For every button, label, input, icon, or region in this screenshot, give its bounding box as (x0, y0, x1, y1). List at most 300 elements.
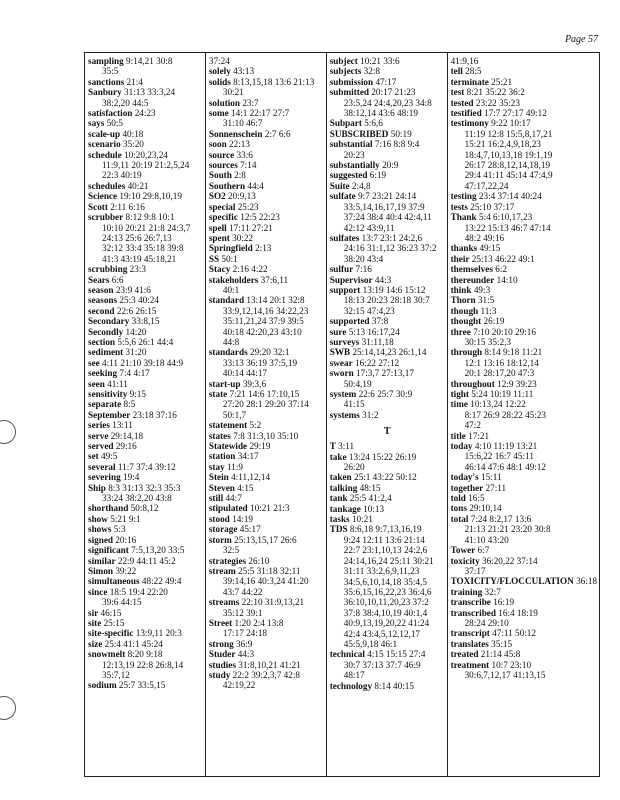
index-entry-continuation (451, 368, 597, 378)
index-entry-line (330, 87, 445, 97)
page-line-references: 31:13 33:3,24 (124, 87, 176, 98)
index-term: site-specific (88, 628, 134, 639)
page-line-references: 40:18 42:20,23 43:10 (222, 326, 302, 337)
index-term: show (88, 513, 108, 524)
index-term: treated (450, 649, 479, 660)
index-term: Supervisor (329, 274, 373, 285)
page-line-references: 28:24 29:10 (464, 617, 509, 628)
index-entry-continuation (451, 524, 597, 534)
index-column-4 (447, 53, 599, 776)
index-term: sampling (88, 56, 124, 66)
page-line-references: 16:5 (468, 493, 485, 504)
index-entry-line (330, 524, 445, 534)
page-line-references: 17:11 27:21 (229, 222, 273, 233)
page-line-references: 43:7 44:22 (222, 586, 263, 597)
index-term: together (450, 482, 484, 493)
page-line-references: 42:19,22 (222, 680, 256, 691)
page-line-references: 10:10 20:21 21:8 24:3,7 (102, 222, 191, 233)
index-term: separate (88, 399, 122, 410)
index-entry (330, 233, 445, 264)
index-entry-continuation (209, 399, 324, 409)
index-entry-continuation (209, 545, 324, 555)
page-line-references: 22:6 25:7 30:9 (358, 389, 413, 399)
page-line-references: 3:11 (338, 441, 355, 452)
index-entry-line (209, 202, 324, 212)
index-entry-line (330, 66, 445, 76)
index-entry-line (88, 56, 203, 66)
index-term: total (450, 513, 469, 524)
index-term: site (88, 617, 102, 628)
index-entry-line (209, 524, 324, 534)
page-line-references: 12:5 22:23 (240, 212, 280, 223)
page-line-references: 19:10 29:8,10,19 (119, 191, 182, 202)
index-entry (88, 451, 203, 461)
index-entry-continuation (209, 680, 324, 690)
index-entry-line (209, 420, 324, 430)
page-line-references: 4:11 21:10 39:18 44:9 (102, 357, 184, 368)
index-entry (88, 129, 203, 139)
index-entry (88, 212, 203, 264)
index-entry-continuation (330, 399, 445, 409)
index-entry-line (330, 275, 445, 285)
index-entry-line (451, 399, 597, 409)
index-entry (330, 87, 445, 118)
page-line-references: 13:19 14:6 15:12 (362, 284, 426, 295)
page-line-references: 10:7 23:10 (491, 659, 532, 670)
index-entry-line (451, 254, 597, 264)
index-entry-continuation (330, 618, 445, 628)
index-entry-line (451, 483, 597, 493)
index-entry-line (209, 649, 324, 659)
index-entry (209, 514, 324, 524)
page-line-references: 37:8 38:4,10,19 40:1,4 (343, 607, 428, 618)
page-line-references: 5:21 9:1 (110, 513, 141, 524)
index-entry-line (88, 639, 203, 649)
page-line-references: 25:23 (237, 201, 259, 212)
index-entry (88, 118, 203, 128)
index-entry-line (209, 493, 324, 503)
index-term: stipulated (208, 503, 248, 514)
index-entry (88, 649, 203, 680)
index-entry-line (451, 379, 597, 389)
index-entry-line (209, 212, 324, 222)
page-line-references: 40:14 44:17 (222, 368, 268, 379)
index-entry-line (451, 545, 597, 555)
index-term: testing (450, 191, 477, 202)
index-entry-continuation (330, 306, 445, 316)
index-entry (88, 420, 203, 430)
page-line-references: 32:12 33:4 35:18 39:8 (102, 243, 184, 254)
index-entry (330, 66, 445, 76)
index-entry (451, 98, 597, 108)
index-entry-continuation (330, 462, 445, 472)
index-term: Scott (88, 201, 108, 212)
index-entry-line (88, 399, 203, 409)
page-line-references: 10:13,24 12:22 (470, 399, 526, 410)
page-line-references: 36:20,22 37:14 (481, 555, 538, 566)
index-entry-line (330, 389, 445, 399)
index-entry-line (209, 462, 324, 472)
index-entry-continuation (451, 223, 597, 233)
index-term: testified (450, 108, 482, 119)
page-line-references: 33:5,14,16,17,19 37:9 (343, 201, 425, 212)
index-term: support (329, 284, 361, 295)
page-line-references: 23:9 41:6 (115, 284, 151, 295)
index-entry (330, 337, 445, 347)
page-line-references: 35:12 39:1 (222, 607, 263, 618)
page-line-references: 36:18 (576, 576, 598, 587)
page-line-references: 40:18 (122, 128, 144, 139)
index-entry (88, 337, 203, 347)
index-entry (451, 202, 597, 212)
page-line-references: 14:1 22:17 27:7 (231, 108, 290, 119)
index-term: station (208, 451, 236, 462)
index-term: Stacy (208, 264, 231, 275)
page-line-references: 38:20 43:4 (343, 253, 384, 264)
page-line-references: 10:13 (363, 503, 385, 514)
page-line-references: 44:3 (237, 649, 255, 660)
index-entry (88, 514, 203, 524)
index-entry (209, 493, 324, 503)
index-entry (451, 66, 597, 76)
page-line-references: 29:19 (249, 441, 271, 452)
index-entry-line (451, 587, 597, 597)
index-entry (209, 472, 324, 482)
page-line-references: 43:13 (233, 66, 255, 77)
page-line-references: 47:17,22,24 (464, 180, 509, 191)
index-term: solids (208, 76, 231, 87)
index-entry-line (330, 285, 445, 295)
index-term: SO2 (208, 191, 226, 202)
index-entry (451, 347, 597, 378)
page-line-references: 9:15 (129, 389, 146, 399)
page-line-references: 33:6 (236, 149, 253, 160)
index-entry-line (88, 150, 203, 160)
index-entry (209, 389, 324, 420)
page-line-references: 10:20,23,24 (124, 149, 168, 160)
index-entry-line (88, 649, 203, 659)
page-line-references: 48:22 49:4 (141, 576, 182, 587)
index-entry (330, 514, 445, 524)
page-line-references: 49:3 (473, 284, 491, 295)
page-line-references: 11:3 (480, 305, 497, 316)
index-entry-continuation (451, 670, 597, 680)
index-term: severing (88, 472, 121, 483)
page-line-references: 50:5 (106, 118, 123, 129)
index-term: served (88, 441, 114, 452)
index-term: sensitivity (88, 389, 128, 399)
index-entry (451, 483, 597, 493)
page-line-references: 23:3 (129, 264, 146, 275)
index-entry (451, 556, 597, 577)
page-line-references: 1:20 2:4 13:8 (234, 617, 284, 628)
index-term: testimony (450, 118, 489, 129)
index-entry-line (209, 639, 324, 649)
page-line-references: 24:13 25:6 26:7,13 (102, 232, 172, 243)
index-entry (330, 441, 445, 451)
index-entry-line (451, 118, 597, 128)
index-term: streams (208, 597, 240, 608)
index-entry (451, 545, 597, 555)
page-line-references: 32:5 (222, 545, 240, 556)
index-entry-line (88, 264, 203, 274)
index-term: seasons (88, 295, 118, 306)
index-term: scenario (88, 139, 121, 150)
page-line-references: 10:21 33:6 (360, 56, 400, 66)
index-term: treatment (450, 659, 490, 670)
page-line-references: 6:2 (495, 264, 507, 275)
index-entry-line (88, 337, 203, 347)
index-entry-continuation (209, 316, 324, 326)
index-entry-line (330, 170, 445, 180)
index-entry-line (209, 129, 324, 139)
index-term: specific (208, 212, 238, 223)
index-entry-line (209, 295, 324, 305)
index-entry (330, 389, 445, 410)
page-line-references: 8:13,15,18 13:6 21:13 (233, 76, 315, 87)
index-term: take (329, 451, 347, 462)
index-entry (88, 503, 203, 513)
index-entry-line (330, 337, 445, 347)
index-entry-line (88, 347, 203, 357)
index-term: seen (88, 378, 105, 389)
page-line-references: 42:12 43:9,11 (343, 222, 395, 233)
page-line-references: 20:17 21:23 (371, 87, 416, 98)
index-entry (88, 556, 203, 566)
index-entry (330, 139, 445, 160)
page-line-references: 40:21 (127, 180, 149, 191)
index-entry-line (88, 524, 203, 534)
index-entry (88, 462, 203, 472)
index-entry (330, 160, 445, 170)
index-entry-line (451, 98, 597, 108)
index-entry-line (209, 233, 324, 243)
page-line-references: 17:17 24:18 (222, 628, 268, 639)
index-entry-line (330, 181, 445, 191)
index-term: source (208, 149, 235, 160)
index-entry (330, 347, 445, 357)
index-entry (451, 389, 597, 399)
index-entry-line (330, 368, 445, 378)
page-line-references: 7:21 14:6 17:10,15 (229, 389, 300, 399)
page-line-references: 49:15 (479, 243, 501, 254)
index-entry-line (209, 254, 324, 264)
page-line-references: 25:10 37:17 (470, 201, 515, 212)
index-entry (209, 295, 324, 347)
punch-hole (0, 696, 16, 720)
index-entry-line (88, 389, 203, 399)
index-entry-line (451, 212, 597, 222)
index-term: transcribe (450, 597, 491, 608)
page-line-references: 23:7 (242, 97, 259, 108)
index-entry (209, 483, 324, 493)
index-entry-line (451, 556, 597, 566)
index-term: stream (208, 565, 236, 576)
page-line-references: 24:23 (134, 108, 156, 119)
index-entry-continuation (209, 118, 324, 128)
index-entry (451, 108, 597, 118)
page-line-references: 31:2 (362, 409, 379, 420)
page-line-references: 36:9 (236, 638, 253, 649)
index-term: sediment (88, 347, 124, 358)
index-entry (209, 451, 324, 461)
page-line-references: 20:9 (382, 160, 399, 171)
index-term: set (88, 451, 99, 462)
index-entry-continuation (451, 420, 597, 430)
page-line-references: 40:1 (222, 284, 240, 295)
index-entry (209, 108, 324, 129)
index-entry (451, 608, 597, 629)
index-entry (451, 118, 597, 191)
index-term: some (208, 108, 229, 119)
index-entry-line (209, 223, 324, 233)
index-term: shorthand (88, 503, 129, 514)
index-term: sources (208, 160, 238, 171)
index-entry (209, 431, 324, 441)
page-line-references: 26:10 (248, 555, 270, 566)
index-entry (209, 597, 324, 618)
index-term: time (450, 399, 468, 410)
page-line-references: 50:8,12 (130, 503, 159, 514)
index-entry-line (209, 431, 324, 441)
index-entry-continuation (88, 254, 203, 264)
index-entry-continuation (209, 358, 324, 368)
page-line-references: 31:5 (477, 295, 495, 306)
index-entry-line (209, 670, 324, 680)
page-line-references: 25:1 43:22 50:12 (353, 472, 417, 483)
page-line-references: 34:17 (237, 451, 259, 462)
index-entry-continuation (88, 170, 203, 180)
index-entry-line (88, 368, 203, 378)
page-line-references: 37:17 (464, 565, 486, 576)
page-line-references: 41:11 (107, 378, 128, 389)
index-entry-line (451, 77, 597, 87)
index-entry (451, 587, 597, 597)
index-entry (330, 118, 445, 128)
index-entry-line (330, 472, 445, 482)
index-entry-line (451, 108, 597, 118)
page-line-references: 45:17 (239, 524, 261, 535)
page-line-references: 4:11,12,14 (231, 472, 271, 483)
index-term: throughout (450, 378, 495, 389)
index-entry-line (330, 129, 445, 139)
page-line-references: 25:7 33:5,15 (118, 680, 166, 691)
page-line-references: 8:17 26:9 28:22 45:23 (464, 409, 546, 420)
index-entry (209, 202, 324, 212)
index-entry (451, 639, 597, 649)
page-line-references: 8:14 40:15 (374, 680, 414, 691)
index-entry (330, 410, 445, 420)
page-line-references: 17:21 (468, 430, 490, 441)
index-entry-line (330, 56, 445, 66)
index-entry-line (451, 191, 597, 201)
index-entry-line (209, 566, 324, 576)
index-entry-line (451, 608, 597, 618)
index-term: Sanbury (88, 87, 122, 98)
index-term: several (88, 461, 116, 472)
index-entry (330, 285, 445, 316)
index-entry (88, 389, 203, 399)
index-entry-line (88, 431, 203, 441)
index-term: Statewide (208, 441, 248, 452)
page-line-references: 2:11 6:16 (110, 201, 145, 212)
index-entry (88, 524, 203, 534)
index-term: thanks (450, 243, 478, 254)
index-term: SWB (329, 347, 351, 358)
index-term: similar (88, 555, 116, 566)
index-entry (209, 66, 324, 76)
index-term: thought (450, 316, 482, 327)
index-entry-line (451, 285, 597, 295)
page-line-references: 23:4 37:14 40:24 (478, 191, 542, 202)
index-term: spent (208, 232, 230, 243)
index-entry-line (88, 514, 203, 524)
index-term: taken (329, 472, 352, 483)
index-entry-line (209, 170, 324, 180)
page-line-references: 35:6,15,16,22,23 36:4,6 (343, 586, 432, 597)
page-line-references: 48:2 49:16 (464, 232, 505, 243)
index-entry-continuation (88, 98, 203, 108)
index-term: subjects (329, 66, 362, 77)
index-term: sure (329, 326, 347, 337)
index-entry (451, 379, 597, 389)
index-entry-line (88, 327, 203, 337)
page-line-references: 5:6,6 (364, 118, 383, 129)
index-entry-line (88, 316, 203, 326)
index-term: sanctions (88, 76, 125, 87)
index-entry (330, 493, 445, 503)
index-entry-continuation (330, 545, 445, 555)
index-term: translates (450, 638, 489, 649)
index-entry-line (209, 389, 324, 399)
index-entry-continuation (88, 660, 203, 670)
page-line-references: 27:20 28:1 29:20 37:14 (222, 399, 309, 410)
index-entry-line (88, 608, 203, 618)
index-term: shows (88, 524, 112, 535)
page-line-references: 23:18 37:16 (132, 409, 177, 420)
index-term: surveys (329, 336, 360, 347)
index-entry-line (88, 87, 203, 97)
page-line-references: 46:15 (100, 607, 122, 618)
page-line-references: 16:4 18:19 (498, 607, 538, 618)
index-entry-line (209, 379, 324, 389)
index-term: Thank (450, 212, 477, 223)
page-line-references: 2:16 4:22 (232, 264, 268, 275)
index-entry-continuation (209, 87, 324, 97)
index-term: Suite (329, 180, 350, 191)
index-entry (451, 264, 597, 274)
index-entry-line (209, 275, 324, 285)
page-line-references: 31:11,18 (361, 336, 394, 347)
index-entry-continuation (88, 66, 203, 76)
page-line-references: 23:22 35:23 (475, 97, 520, 108)
page-line-references: 32:8 (363, 66, 381, 77)
index-term: solution (208, 97, 241, 108)
page-line-references: 21:13 21:21 23:20 30:8 (464, 524, 551, 535)
index-entry-line (209, 108, 324, 118)
index-entry (330, 327, 445, 337)
index-entry-continuation (88, 160, 203, 170)
index-entry-continuation (330, 535, 445, 545)
index-entry-line (88, 285, 203, 295)
index-entry (88, 347, 203, 357)
page-line-references: 2:7 6:6 (264, 128, 291, 139)
page-line-references: 30:22 (232, 232, 254, 243)
page-line-references: 35:20 (122, 139, 144, 150)
index-term: special (208, 201, 236, 212)
index-entry (88, 327, 203, 337)
page-line-references: 50:19 (390, 128, 412, 139)
